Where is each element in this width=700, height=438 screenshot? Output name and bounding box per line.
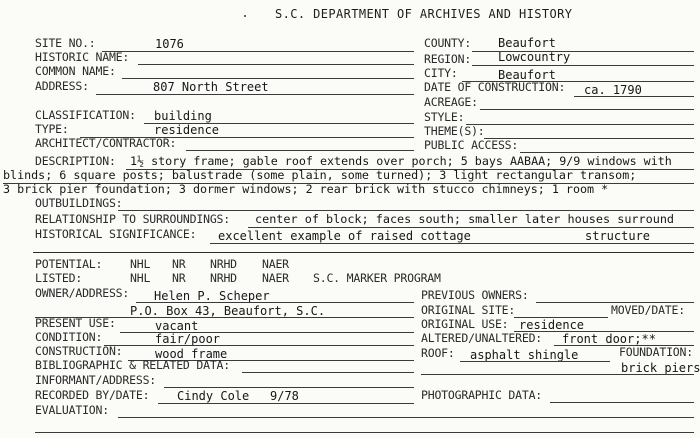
architect-label: ARCHITECT/CONTRACTOR: — [35, 136, 177, 150]
city-value: Beaufort — [498, 68, 556, 82]
site-no-underline — [102, 51, 414, 52]
acreage-label: ACREAGE: — [424, 95, 478, 109]
architect-underline — [186, 150, 414, 151]
recorded-by-label: RECORDED BY/DATE: — [35, 388, 150, 402]
address-underline — [96, 94, 414, 95]
evaluation-label: EVALUATION: — [35, 403, 109, 417]
date-of-construction-value: ca. 1790 — [584, 83, 642, 97]
listed-option-nhl: NHL — [130, 271, 151, 285]
owner-line-2: P.O. Box 43, Beaufort, S.C. — [130, 304, 326, 318]
address-label: ADDRESS: — [35, 79, 89, 93]
county-label: COUNTY: — [424, 36, 472, 50]
construction-value: wood frame — [155, 347, 228, 361]
description-line-2: blinds; 6 square posts; balustrade (some plain, some turned); 3 light rectangular transom; — [3, 168, 637, 182]
form-title: S.C. DEPARTMENT OF ARCHIVES AND HISTORY — [275, 7, 573, 21]
historic-name-underline — [138, 64, 414, 65]
potential-option-nr: NR — [172, 257, 186, 271]
recorded-by-value: Cindy Cole — [177, 389, 250, 403]
evaluation-underline — [118, 417, 694, 418]
outbuildings-label: OUTBUILDINGS: — [35, 196, 123, 210]
type-label: TYPE: — [35, 122, 69, 136]
address-value: 807 North Street — [153, 80, 269, 94]
county-value: Beaufort — [498, 36, 556, 50]
acreage-underline — [480, 109, 694, 110]
recorded-date-value: 9/78 — [270, 389, 299, 403]
listed-option-naer: NAER — [262, 271, 289, 285]
style-label: STYLE: — [424, 110, 465, 124]
condition-underline — [104, 345, 414, 346]
owner-underline-1 — [136, 302, 414, 303]
informant-label: INFORMANT/ADDRESS: — [35, 373, 157, 387]
photographic-underline — [550, 402, 694, 403]
relationship-value: center of block; faces south; smaller later houses surround — [255, 212, 675, 226]
recorded-by-underline — [158, 403, 414, 404]
speck — [244, 15, 246, 17]
potential-option-naer: NAER — [262, 257, 289, 271]
public-access-underline — [520, 152, 694, 153]
informant-underline — [164, 387, 414, 388]
potential-option-nrhd: NRHD — [210, 257, 237, 271]
condition-value: fair/poor — [155, 332, 221, 346]
listed-label: LISTED: — [35, 271, 83, 285]
description-line-3: 3 brick pier foundation; 3 dormer windows; 2 rear brick with stucco chimneys; 1 room * — [3, 182, 609, 196]
city-label: CITY: — [424, 66, 458, 80]
public-access-label: PUBLIC ACCESS: — [424, 138, 519, 152]
style-underline — [466, 124, 694, 125]
foundation-underline — [421, 374, 694, 375]
evaluation-underline-2 — [35, 432, 694, 433]
owner-label: OWNER/ADDRESS: — [35, 286, 130, 300]
listed-option-nrhd: NRHD — [210, 271, 237, 285]
original-site-label: ORIGINAL SITE: — [421, 303, 516, 317]
significance-label: HISTORICAL SIGNIFICANCE: — [35, 227, 197, 241]
listed-marker-program: S.C. MARKER PROGRAM — [313, 271, 441, 285]
outbuildings-underline — [118, 210, 694, 211]
date-of-construction-label: DATE OF CONSTRUCTION: — [424, 80, 566, 94]
listed-option-nr: NR — [172, 271, 186, 285]
roof-label: ROOF: — [421, 346, 455, 360]
present-use-value: vacant — [155, 319, 199, 333]
altered-value: front door;** — [562, 332, 656, 346]
original-use-label: ORIGINAL USE: — [421, 317, 509, 331]
foundation-value: brick piers — [621, 361, 700, 375]
foundation-label: FOUNDATION: — [619, 345, 693, 359]
significance-underline — [210, 243, 694, 244]
roof-value: asphalt shingle — [470, 348, 579, 362]
bibliographic-underline — [242, 372, 414, 373]
moved-date-label: MOVED/DATE: — [611, 303, 685, 317]
common-name-underline — [122, 78, 414, 79]
description-label: DESCRIPTION: — [35, 154, 116, 168]
previous-owners-label: PREVIOUS OWNERS: — [421, 288, 529, 302]
description-line-1: 1½ story frame; gable roof extends over porch; 5 bays AABAA; 9/9 windows with — [130, 154, 672, 168]
condition-label: CONDITION: — [35, 330, 103, 344]
relationship-label: RELATIONSHIP TO SURROUNDINGS: — [35, 212, 230, 226]
common-name-label: COMMON NAME: — [35, 64, 116, 78]
region-label: REGION: — [424, 52, 472, 66]
region-value: Lowcountry — [498, 50, 571, 64]
region-underline — [472, 65, 694, 66]
date-of-construction-underline — [574, 96, 694, 97]
significance-value: excellent example of raised cottage — [218, 229, 471, 243]
historic-name-label: HISTORIC NAME: — [35, 50, 130, 64]
relationship-underline — [248, 227, 694, 228]
bibliographic-label: BIBLIOGRAPHIC & RELATED DATA: — [35, 358, 230, 372]
owner-line-1: Helen P. Scheper — [154, 289, 270, 303]
photographic-label: PHOTOGRAPHIC DATA: — [421, 388, 543, 402]
site-no-value: 1076 — [155, 37, 184, 51]
altered-label: ALTERED/UNALTERED: — [421, 331, 543, 345]
potential-label: POTENTIAL: — [35, 257, 103, 271]
section-divider — [33, 252, 694, 253]
present-use-label: PRESENT USE: — [35, 316, 116, 330]
site-no-label: SITE NO.: — [35, 36, 96, 50]
original-use-value: residence — [519, 318, 585, 332]
classification-value: building — [154, 109, 212, 123]
classification-label: CLASSIFICATION: — [35, 108, 136, 122]
type-value: residence — [154, 123, 220, 137]
significance-value-2: structure — [585, 229, 651, 243]
themes-label: THEME(S): — [424, 124, 485, 138]
construction-label: CONSTRUCTION: — [35, 344, 123, 358]
roof-underline — [460, 361, 610, 362]
potential-option-nhl: NHL — [130, 257, 151, 271]
